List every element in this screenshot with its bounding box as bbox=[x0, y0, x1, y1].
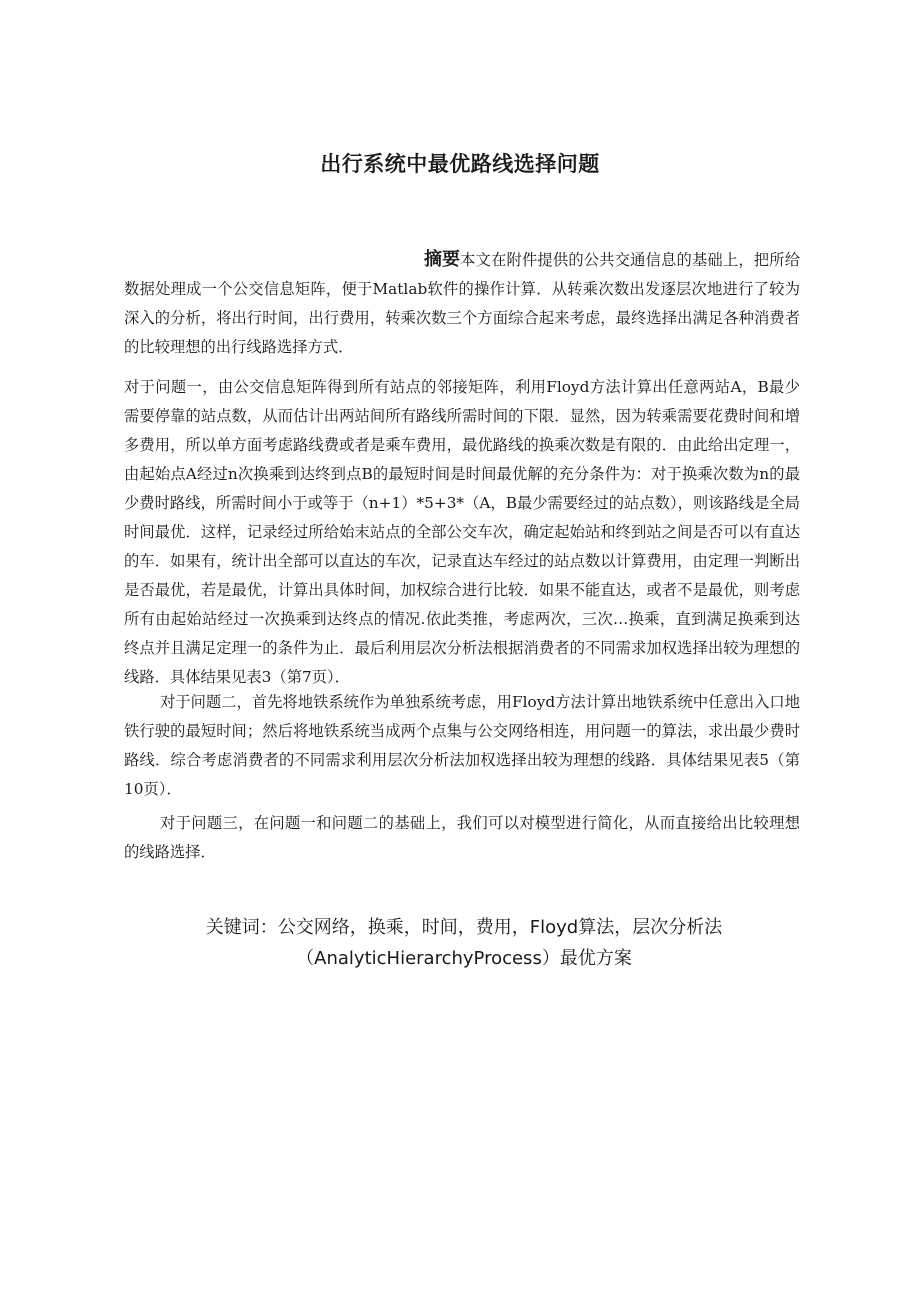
abstract-text: 本文在附件提供的公共交通信息的基础上，把所给数据处理成一个公交信息矩阵，便于Matlab软件的操作计算．从转乘次数出发逐层次地进行了较为深入的分析，将出行时间，出行费用，转乘次数三个方面综合起来考虑，最终选择出满足各种消费者的比较理想的出行线路选择方式． bbox=[124, 251, 800, 356]
problem-one-paragraph: 对于问题一，由公交信息矩阵得到所有站点的邻接矩阵，利用Floyd方法计算出任意两站A，B最少需要停靠的站点数，从而估计出两站间所有路线所需时间的下限．显然，因为转乘需要花费时间和增多费用，所以单方面考虑路线费或者是乘车费用，最优路线的换乘次数是有限的．由此给出定理一，由起始点A经过n次换乘到达终到点B的最短时间是时间最优解的充分条件为：对于换乘次数为n的最少费时路线，所需时间小于或等于（n+1）*5+3*（A，B最少需要经过的站点数），则该路线是全局时间最优．这样，记录经过所给始末站点的全部公交车次，确定起始站和终到站之间是否可以有直达的车．如果有，统计出全部可以直达的车次，记录直达车经过的站点数以计算费用，由定理一判断出是否最优，若是最优，计算出具体时间，加权综合进行比较．如果不能直达，或者不是最优，则考虑所有由起始站经过一次换乘到达终点的情况.依此类推，考虑两次，三次…换乘，直到满足换乘到达终点并且满足定理一的条件为止．最后利用层次分析法根据消费者的不同需求加权选择出较为理想的线路．具体结果见表3（第7页）． bbox=[124, 378, 800, 686]
abstract-label: 摘要 bbox=[424, 249, 460, 270]
problem-two-paragraph: 对于问题二，首先将地铁系统作为单独系统考虑，用Floyd方法计算出地铁系统中任意出入口地铁行驶的最短时间；然后将地铁系统当成两个点集与公交网络相连，用问题一的算法，求出最少费时路线．综合考虑消费者的不同需求利用层次分析法加权选择出较为理想的线路．具体结果见表5（第10页）． bbox=[124, 693, 800, 798]
abstract-paragraph bbox=[124, 245, 800, 362]
keywords: 关键词：公交网络，换乘，时间，费用，Floyd算法，层次分析法（AnalyticHierarchyProcess）最优方案 bbox=[205, 917, 723, 969]
page-title: 出行系统中最优路线选择问题 bbox=[320, 152, 600, 176]
problem-three-paragraph: 对于问题三，在问题一和问题二的基础上，我们可以对模型进行简化，从而直接给出比较理想的线路选择． bbox=[124, 814, 800, 861]
